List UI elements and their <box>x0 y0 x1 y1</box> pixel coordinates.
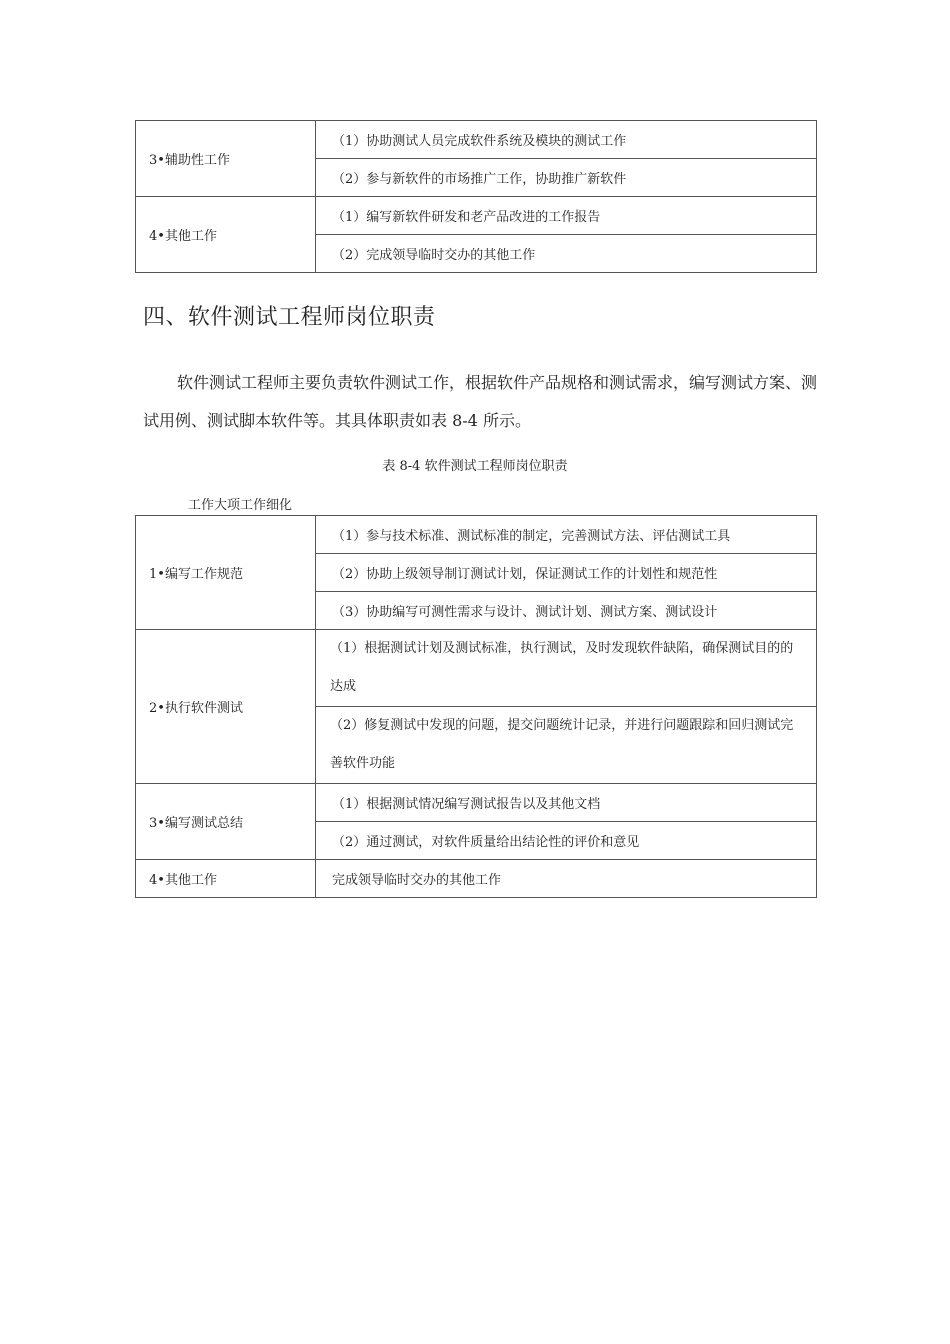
detail-cell: （2）协助上级领导制订测试计划，保证测试工作的计划性和规范性 <box>316 554 817 592</box>
detail-cell: （3）协助编写可测性需求与设计、测试计划、测试方案、测试设计 <box>316 592 817 630</box>
detail-cell: （2）修复测试中发现的问题，提交问题统计记录，并进行问题跟踪和回归测试完善软件功能 <box>316 707 817 784</box>
test-engineer-duties-table <box>135 515 817 898</box>
duties-table-continued <box>135 120 817 273</box>
table-caption: 表 8-4 软件测试工程师岗位职责 <box>382 459 568 474</box>
detail-cell: （1）根据测试情况编写测试报告以及其他文档 <box>316 784 817 822</box>
category-cell: 2•执行软件测试 <box>136 630 316 784</box>
category-cell: 3•编写测试总结 <box>136 784 316 860</box>
category-cell: 4•其他工作 <box>136 860 316 898</box>
table-row <box>136 860 817 898</box>
detail-cell: （1）协助测试人员完成软件系统及模块的测试工作 <box>316 121 817 159</box>
table-column-header: 工作大项工作细化 <box>188 498 293 513</box>
detail-cell: 完成领导临时交办的其他工作 <box>316 860 817 898</box>
table-row <box>136 197 817 235</box>
detail-cell: （1）编写新软件研发和老产品改进的工作报告 <box>316 197 817 235</box>
table-row <box>136 630 817 707</box>
detail-cell: （1）参与技术标准、测试标准的制定，完善测试方法、评估测试工具 <box>316 516 817 554</box>
category-cell: 3•辅助性工作 <box>136 121 316 197</box>
detail-cell: （2）参与新软件的市场推广工作，协助推广新软件 <box>316 159 817 197</box>
detail-cell: （1）根据测试计划及测试标准，执行测试，及时发现软件缺陷，确保测试目的的达成 <box>316 630 817 707</box>
section-heading: 四、软件测试工程师岗位职责 <box>143 305 436 330</box>
detail-cell: （2）通过测试，对软件质量给出结论性的评价和意见 <box>316 822 817 860</box>
detail-cell: （2）完成领导临时交办的其他工作 <box>316 235 817 273</box>
table-row <box>136 516 817 554</box>
table-row <box>136 121 817 159</box>
category-cell: 4•其他工作 <box>136 197 316 273</box>
category-cell: 1•编写工作规范 <box>136 516 316 630</box>
table-row <box>136 784 817 822</box>
section-paragraph: 软件测试工程师主要负责软件测试工作，根据软件产品规格和测试需求，编写测试方案、测试用例、测试脚本软件等。其具体职责如表 8-4 所示。 <box>143 373 818 430</box>
